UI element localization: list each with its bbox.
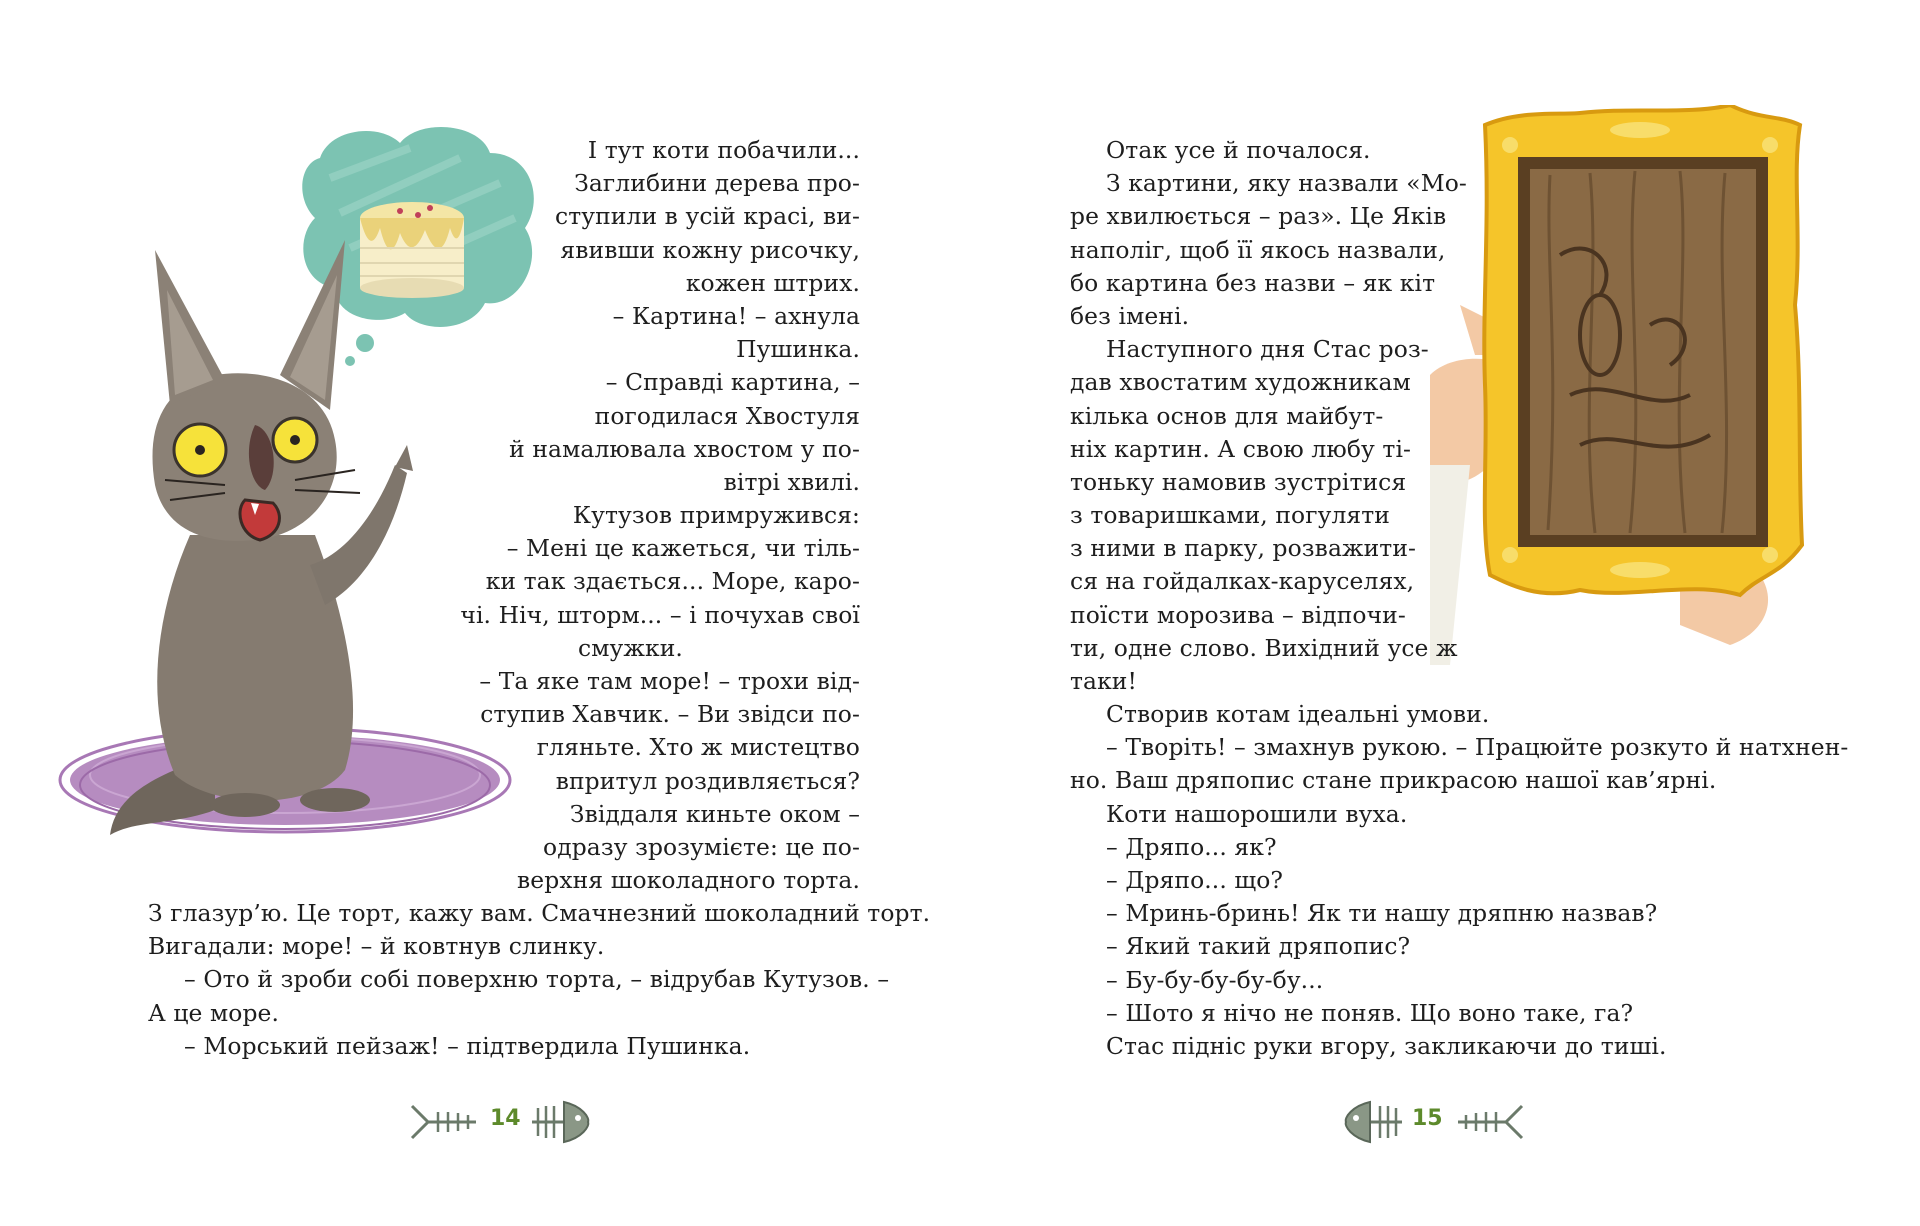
fish-skeleton-icon xyxy=(1454,1100,1524,1144)
text-line: Кутузов примружився: xyxy=(572,501,860,530)
text-line: І тут коти побачили... xyxy=(587,136,860,164)
text-line: впритул роздивляється? xyxy=(555,766,860,795)
text-line: вітрі хвилі. xyxy=(723,467,860,496)
text-line: наполіг, щоб її якось назвали, xyxy=(1070,235,1446,264)
text-line: – Творіть! – змахнув рукою. – Працюйте розкуто й натхнен- xyxy=(1106,733,1849,762)
text-line: – Та яке там море! – трохи від- xyxy=(479,667,860,695)
startled-cat-illustration xyxy=(95,235,445,855)
text-line: з ними в парку, розважити- xyxy=(1070,534,1417,563)
text-line: дав хвостатим художникам xyxy=(1070,368,1411,397)
left-full-text xyxy=(148,897,931,1063)
text-line: кожен штрих. xyxy=(685,268,860,297)
text-line: – Справді картина, – xyxy=(605,368,860,397)
page-number: 14 xyxy=(490,1106,521,1131)
fish-skeleton-icon xyxy=(530,1094,592,1150)
text-line: одразу зрозумієте: це по- xyxy=(543,832,860,861)
text-line: – Картина! – ахнула xyxy=(612,301,860,330)
text-line: з товаришками, погуляти xyxy=(1070,501,1390,530)
text-line: А це море. xyxy=(148,998,279,1027)
text-line: Створив котам ідеальні умови. xyxy=(1106,700,1490,728)
page-number: 15 xyxy=(1412,1106,1443,1131)
text-line: – Мені це кажеться, чи тіль- xyxy=(506,534,860,563)
text-line: смужки. xyxy=(578,633,683,662)
text-line: – Морський пейзаж! – підтвердила Пушинка. xyxy=(184,1031,751,1060)
text-line: Отак усе й почалося. xyxy=(1106,136,1371,164)
left-column-text xyxy=(460,134,860,897)
text-line: таки! xyxy=(1070,667,1137,695)
text-line: – Ото й зроби собі поверхню торта, – відрубав Кутузов. – xyxy=(184,965,890,994)
text-line: Вигадали: море! – й ковтнув слинку. xyxy=(148,932,605,961)
text-line: без імені. xyxy=(1070,301,1190,330)
text-line: Звіддаля киньте оком – xyxy=(569,799,860,828)
text-line: – Шото я нічо не поняв. Що воно таке, га? xyxy=(1106,998,1634,1027)
text-line: ступив Хавчик. – Ви звідси по- xyxy=(480,700,860,729)
text-line: – Дряпо... як? xyxy=(1106,832,1277,861)
text-line: Коти нашорошили вуха. xyxy=(1106,799,1408,828)
text-line: верхня шоколадного торта. xyxy=(517,866,860,895)
text-line: ся на гойдалках-каруселях, xyxy=(1070,567,1415,596)
text-line: тоньку намовив зустрітися xyxy=(1070,467,1407,496)
right-page xyxy=(960,0,1920,1226)
text-line: гляньте. Хто ж мистецтво xyxy=(536,733,860,762)
text-line: погодилася Хвостуля xyxy=(594,401,860,430)
fish-skeleton-icon xyxy=(410,1100,480,1144)
text-line: чі. Ніч, шторм... – і почухав свої xyxy=(460,600,860,629)
text-line: З глазур’ю. Це торт, кажу вам. Смачнезний шоколадний торт. xyxy=(148,899,931,927)
text-line: – Який такий дряпопис? xyxy=(1106,932,1411,961)
text-line: ки так здається... Море, каро- xyxy=(485,567,860,596)
text-line: поїсти морозива – відпочи- xyxy=(1070,600,1406,629)
text-line: Наступного дня Стас роз- xyxy=(1106,335,1429,364)
framed-wood-painting-illustration xyxy=(1430,105,1840,665)
text-line: ступили в усій красі, ви- xyxy=(555,202,860,231)
text-line: бо картина без назви – як кіт xyxy=(1070,268,1436,297)
text-line: кілька основ для майбут- xyxy=(1070,401,1384,430)
text-line: явивши кожну рисочку, xyxy=(560,235,860,264)
text-line: й намалювала хвостом у по- xyxy=(509,434,860,463)
text-line: – Бу-бу-бу-бу-бу... xyxy=(1106,965,1324,994)
text-line: Пушинка. xyxy=(736,335,860,364)
text-line: но. Ваш дряпопис стане прикрасою нашої кав’ярні. xyxy=(1070,766,1717,795)
text-line: Стас підніс руки вгору, закликаючи до тиші. xyxy=(1106,1031,1667,1060)
fish-skeleton-icon xyxy=(1342,1094,1404,1150)
text-line: ти, одне слово. Вихідний усе ж xyxy=(1070,633,1458,662)
text-line: ніх картин. А свою любу ті- xyxy=(1070,434,1412,463)
text-line: ре хвилюється – раз». Це Яків xyxy=(1070,202,1447,231)
text-line: Заглибини дерева про- xyxy=(574,169,860,198)
text-line: – Мринь-бринь! Як ти нашу дряпню назвав? xyxy=(1106,899,1658,928)
text-line: – Дряпо... що? xyxy=(1106,865,1284,894)
text-line: З картини, яку назвали «Мо- xyxy=(1106,169,1467,198)
right-column-text xyxy=(1070,134,1467,698)
right-full-text xyxy=(1070,698,1849,1063)
